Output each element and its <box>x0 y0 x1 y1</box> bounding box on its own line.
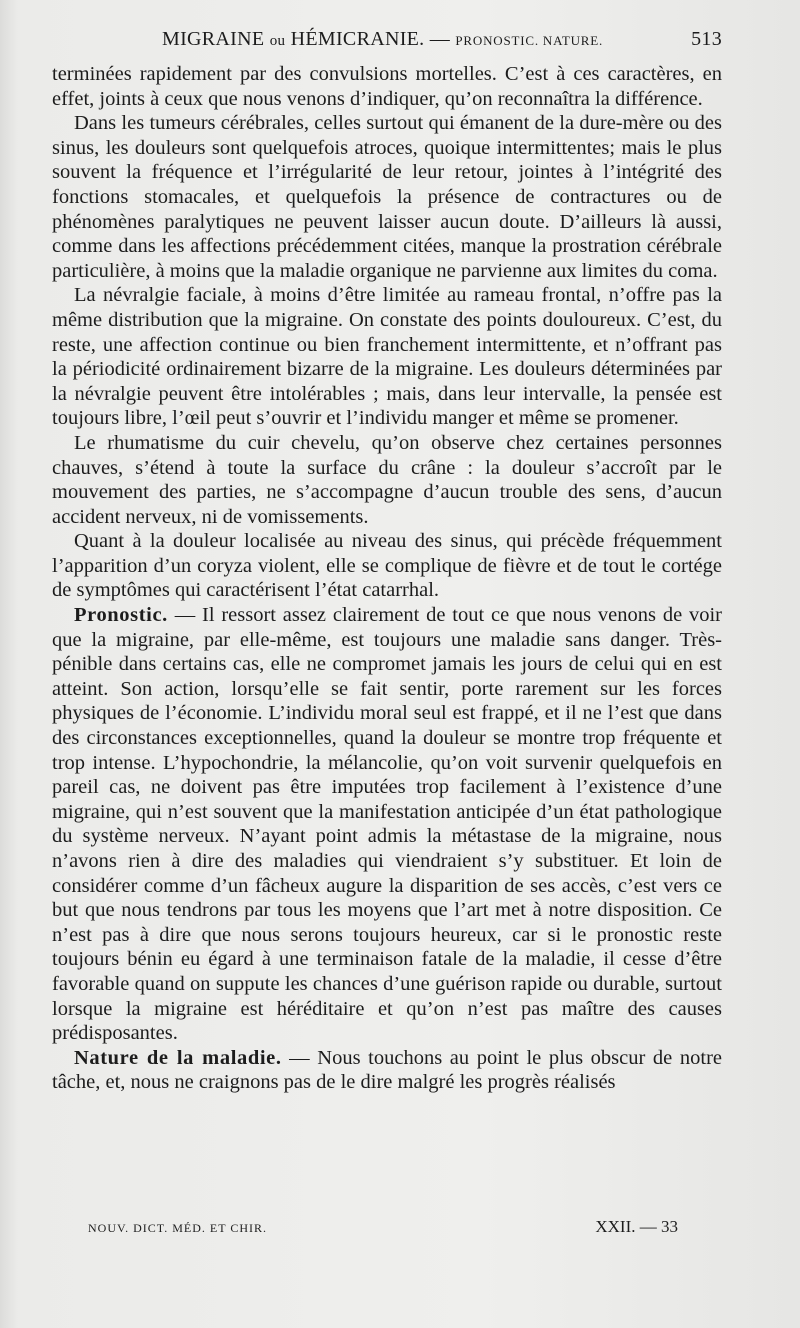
paragraph: Le rhumatisme du cuir chevelu, qu’on observe chez certaines personnes chauves, s’étend à toute la surface du crâne : la douleur s’accroît par le mouvement des parties, ne s’accompagne d’aucun trouble des sens, d’aucun accident nerveux, ni de vomissements. <box>52 431 722 528</box>
paragraph-pronostic: Pronostic. — Il ressort assez clairement de tout ce que nous venons de voir que la migraine, par elle-même, est toujours une maladie sans danger. Très-pénible dans certains cas, elle ne compromet jamais les jours de celui qui en est atteint. Son action, lorsqu’elle se fait sentir, porte rarement sur les forces physiques de l’économie. L’individu moral seul est frappé, et il ne l’est que dans des circonstances exceptionnelles, quand la douleur se montre trop fréquente et trop intense. L’hypochondrie, la mélancolie, qu’on voit survenir quelquefois en pareil cas, ne doivent pas être imputées trop facilement à l’existence d’une migraine, qui n’est souvent que la manifestation anticipée d’un état pathologique du système nerveux. N’ayant point admis la métastase de la migraine, nous n’avons rien à dire des maladies qui viendraient s’y substituer. Et loin de considérer comme d’un fâcheux augure la disparition de ses accès, c’est vers ce but que nous tendrons par tous les moyens que l’art met à notre disposition. Ce n’est pas à dire que nous serons toujours heureux, car si le pronostic reste toujours bénin eu égard à une terminaison fatale de la maladie, il cesse d’être favorable quand on suppute les chances d’une guérison rapide ou durable, surtout lorsque la migraine est héréditaire et qu’on n’est pas maître des causes prédisposantes. <box>52 604 722 1045</box>
title-rest: HÉMICRANIE. — <box>290 28 451 50</box>
paragraph-nature: Nature de la maladie. — Nous touchons au point le plus obscur de notre tâche, et, nous ne craignons pas de le dire malgré les progrès réalisés <box>52 1046 722 1094</box>
page-number: 513 <box>691 28 722 50</box>
running-title <box>162 28 603 51</box>
footer-imprint: NOUV. DICT. MÉD. ET CHIR. <box>88 1221 268 1235</box>
paragraph: La névralgie faciale, à moins d’être limitée au rameau frontal, n’offre pas la même distribution que la migraine. On constate des points douloureux. C’est, du reste, une affection continue ou bien franchement intermittente, et n’offrant pas la périodicité ordinairement bizarre de la migraine. Les douleurs déterminées par la névralgie peuvent être intolérables ; mais, dans leur intervalle, la pensée est toujours libre, l’œil peut s’ouvrir et l’individu manger et même se promener. <box>52 284 722 430</box>
body-text <box>52 62 722 1095</box>
paragraph: Dans les tumeurs cérébrales, celles surtout qui émanent de la dure-mère ou des sinus, les douleurs sont quelquefois atroces, quoique intermittentes; mais le plus souvent la fréquence et l’irrégularité de leur retour, jointes à l’intégrité des fonctions stomacales, et quelquefois la présence de contractures ou de phénomènes paralytiques ne peuvent laisser aucun doute. D’ailleurs là aussi, comme dans les affections précédemment citées, manque la prostration cérébrale particulière, à moins que la maladie organique ne parvienne aux limites du coma. <box>52 112 722 282</box>
title-ou: ou <box>269 33 286 49</box>
running-header <box>52 28 722 56</box>
signature-mark: XXII. — 33 <box>595 1217 678 1236</box>
rubric-nature: Nature de la maladie. <box>74 1046 282 1069</box>
title-section: PRONOSTIC. NATURE. <box>455 33 604 48</box>
title-main: MIGRAINE <box>162 28 265 50</box>
rubric-pronostic: Pronostic. <box>74 604 168 627</box>
paragraph: Quant à la douleur localisée au niveau des sinus, qui précède fréquemment l’apparition d’un coryza violent, elle se complique de fièvre et de tout le cortége de symptômes qui caractérisent l’état catarrhal. <box>52 530 722 602</box>
paragraph: terminées rapidement par des convulsions mortelles. C’est à ces caractères, en effet, joints à ceux que nous venons d’indiquer, qu’on reconnaîtra la différence. <box>52 63 722 110</box>
